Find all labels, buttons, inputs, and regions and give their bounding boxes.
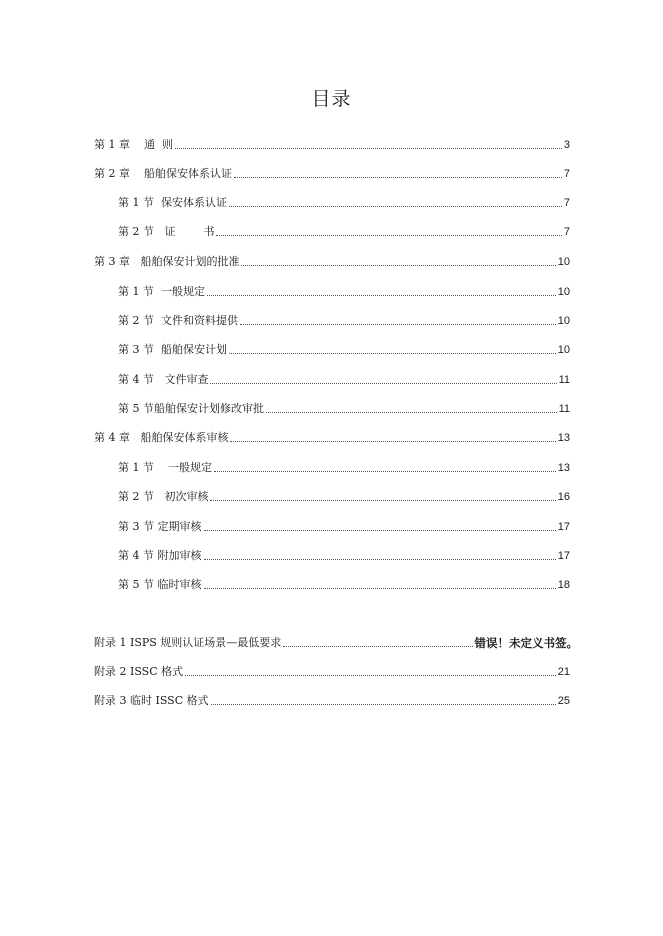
toc-entry-page: 13 (557, 462, 570, 474)
dot-leader (204, 558, 556, 560)
dot-leader (204, 587, 556, 589)
toc-entry[interactable] (118, 486, 570, 504)
toc-entry-page: 21 (557, 666, 570, 678)
toc-entry[interactable] (118, 545, 570, 563)
toc-entry-label: 第 1 节 一般规定 (118, 461, 212, 474)
toc-entry[interactable] (118, 281, 570, 299)
dot-leader (211, 703, 556, 705)
toc-entry[interactable] (94, 690, 570, 708)
toc-entry[interactable] (118, 457, 570, 475)
toc-entry-label: 第 2 章 船舶保安体系认证 (94, 167, 232, 180)
toc-entry-page: 10 (557, 315, 570, 327)
toc-entry-label: 第 2 节 证 书 (118, 225, 215, 238)
toc-entry-label: 第 4 章 船舶保安体系审核 (94, 431, 229, 444)
toc-entry-page: 17 (557, 521, 570, 533)
toc-entry-page: 3 (563, 139, 570, 151)
toc-entry-page: 25 (557, 695, 570, 707)
toc-entry[interactable] (94, 134, 570, 152)
dot-leader (204, 529, 556, 531)
dot-leader (207, 294, 556, 296)
toc-entry-page: 18 (557, 579, 570, 591)
toc-entry-label: 第 5 节 临时审核 (118, 578, 202, 591)
toc-entry[interactable] (118, 369, 570, 387)
page-title: 目录 (311, 88, 352, 110)
dot-leader (216, 234, 561, 236)
toc-entry-label: 附录 2 ISSC 格式 (94, 665, 184, 678)
toc-entry-label: 第 2 节 初次审核 (118, 490, 209, 503)
toc-entry-label: 第 3 节 船舶保安计划 (118, 343, 227, 356)
dot-leader (234, 176, 562, 178)
toc-entry-label: 第 4 节 文件审查 (118, 373, 209, 386)
toc-entry[interactable] (118, 310, 570, 328)
toc-entry[interactable] (118, 339, 570, 357)
toc-entry[interactable] (118, 516, 570, 534)
toc-entry-page: 11 (558, 374, 570, 386)
toc-entry-page: 10 (557, 344, 570, 356)
dot-leader (283, 645, 472, 647)
dot-leader (185, 674, 556, 676)
toc-entry-label: 附录 3 临时 ISSC 格式 (94, 694, 209, 707)
dot-leader (175, 147, 562, 149)
dot-leader (210, 382, 556, 384)
toc-entry-page: 7 (563, 168, 570, 180)
dot-leader (210, 499, 555, 501)
toc-entry[interactable] (118, 192, 570, 210)
dot-leader (214, 470, 556, 472)
dot-leader (229, 205, 562, 207)
toc-entry-label: 第 1 节 保安体系认证 (118, 196, 227, 209)
toc-entry-page: 10 (557, 286, 570, 298)
toc-entry-page: 17 (557, 550, 570, 562)
toc-entry-label: 第 1 节 一般规定 (118, 285, 205, 298)
toc-entry-page-error: 错误！未定义书签。 (474, 636, 578, 650)
toc-entry[interactable] (94, 632, 578, 650)
toc-entry[interactable] (118, 574, 570, 592)
toc-entry-label: 第 1 章 通 则 (94, 138, 173, 151)
toc-entry[interactable] (118, 398, 570, 416)
toc-entry-page: 11 (558, 403, 570, 415)
toc-entry-label: 第 3 章 船舶保安计划的批准 (94, 255, 240, 268)
toc-entry-page: 13 (557, 432, 570, 444)
toc-entry-page: 10 (557, 256, 570, 268)
toc-entry-page: 7 (563, 226, 570, 238)
toc-entry-label: 第 2 节 文件和资料提供 (118, 314, 238, 327)
dot-leader (240, 323, 556, 325)
toc-entry[interactable] (118, 221, 570, 239)
dot-leader (266, 411, 557, 413)
toc-entry-label: 第 5 节船舶保安计划修改审批 (118, 402, 264, 415)
dot-leader (229, 352, 556, 354)
toc-entry-label: 第 4 节 附加审核 (118, 549, 202, 562)
toc-entry[interactable] (94, 661, 570, 679)
toc-entry-label: 附录 1 ISPS 规则认证场景—最低要求 (94, 636, 282, 649)
dot-leader (230, 440, 555, 442)
dot-leader (241, 264, 555, 266)
toc-entry[interactable] (94, 163, 570, 181)
toc-entry-label: 第 3 节 定期审核 (118, 520, 202, 533)
toc-entry[interactable] (94, 427, 570, 445)
toc-entry-page: 7 (563, 197, 570, 209)
toc-entry[interactable] (94, 251, 570, 269)
toc-entry-page: 16 (557, 491, 570, 503)
